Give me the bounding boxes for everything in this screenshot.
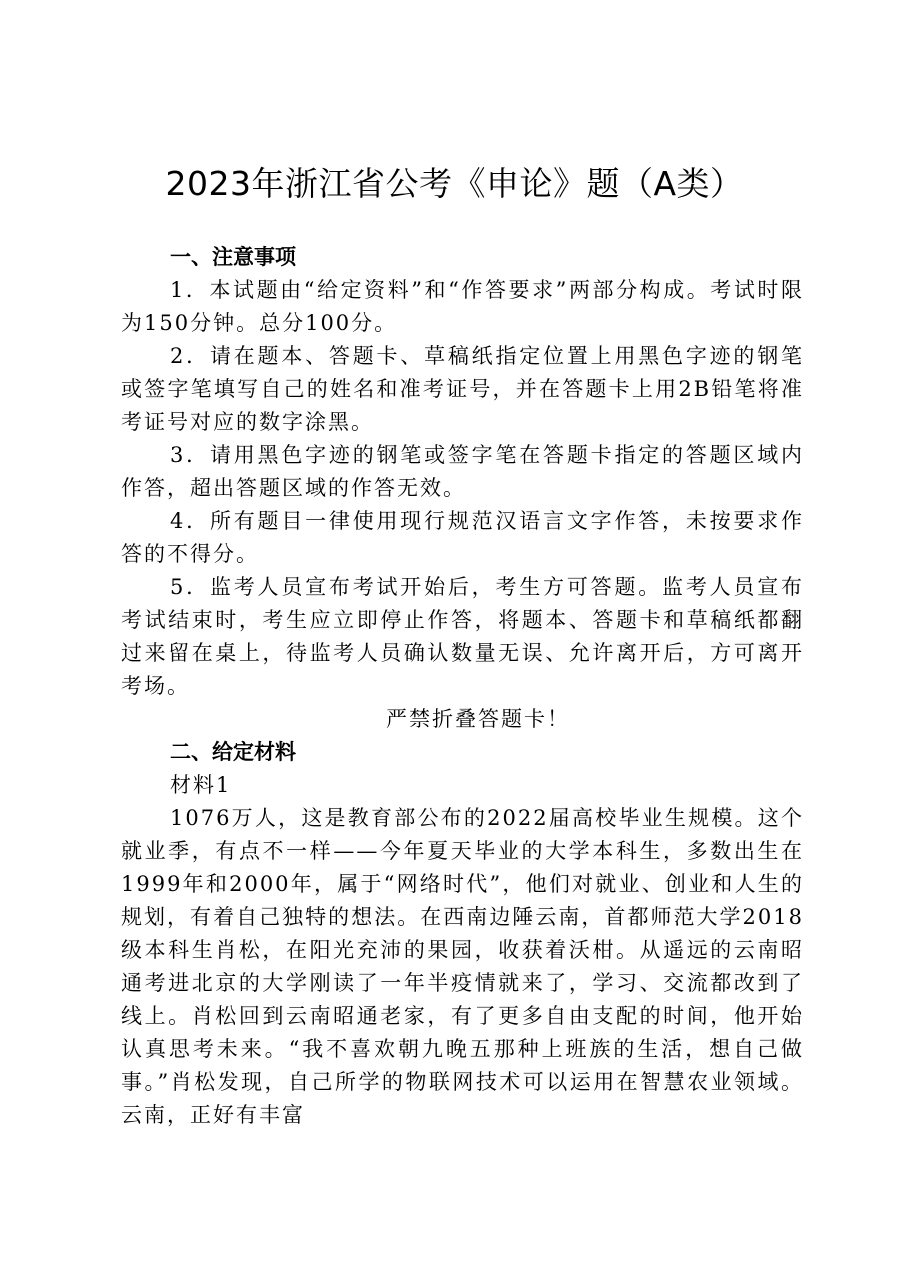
notice-item-5: 5．监考人员宣布考试开始后，考生方可答题。监考人员宣布考试结束时，考生应立即停止作答，将题本、答题卡和草稿纸都翻过来留在桌上，待监考人员确认数量无误、允许离开后，方可离开考场。 (121, 575, 804, 698)
notice-item-3: 3．请用黑色字迹的钢笔或签字笔在答题卡指定的答题区域内作答，超出答题区域的作答无效。 (121, 443, 804, 500)
material-paragraph: 1076万人，这是教育部公布的2022届高校毕业生规模。这个就业季，有点不一样——今年夏天毕业的大学本科生，多数出生在1999年和2000年，属于“网络时代”，他们对就业、创业和人生的规划，有着自己独特的想法。在西南边陲云南，首都师范大学2018级本科生肖松，在阳光充沛的果园，收获着沃柑。从遥远的云南昭通考进北京的大学刚读了一年半疫情就来了，学习、交流都改到了线上。肖松回到云南昭通老家，有了更多自由支配的时间，他开始认真思考未来。“我不喜欢朝九晚五那种上班族的生活，想自己做事。”肖松发现，自己所学的物联网技术可以运用在智慧农业领域。云南，正好有丰富 (121, 806, 804, 1127)
warning-line: 严禁折叠答题卡！ (386, 707, 570, 731)
section-heading-materials: 二、给定材料 (170, 740, 296, 764)
document-title: 2023年浙江省公考《申论》题（A类） (165, 164, 744, 203)
notice-item-4: 4．所有题目一律使用现行规范汉语言文字作答，未按要求作答的不得分。 (121, 509, 804, 566)
document-body (121, 241, 804, 1132)
section-heading-notices: 一、注意事项 (170, 245, 296, 269)
notice-item-2: 2．请在题本、答题卡、草稿纸指定位置上用黑色字迹的钢笔或签字笔填写自己的姓名和准考证号，并在答题卡上用2B铅笔将准考证号对应的数字涂黑。 (121, 344, 804, 434)
material-label: 材料1 (170, 773, 232, 797)
notice-item-1: 1．本试题由“给定资料”和“作答要求”两部分构成。考试时限为150分钟。总分100分。 (121, 278, 804, 335)
